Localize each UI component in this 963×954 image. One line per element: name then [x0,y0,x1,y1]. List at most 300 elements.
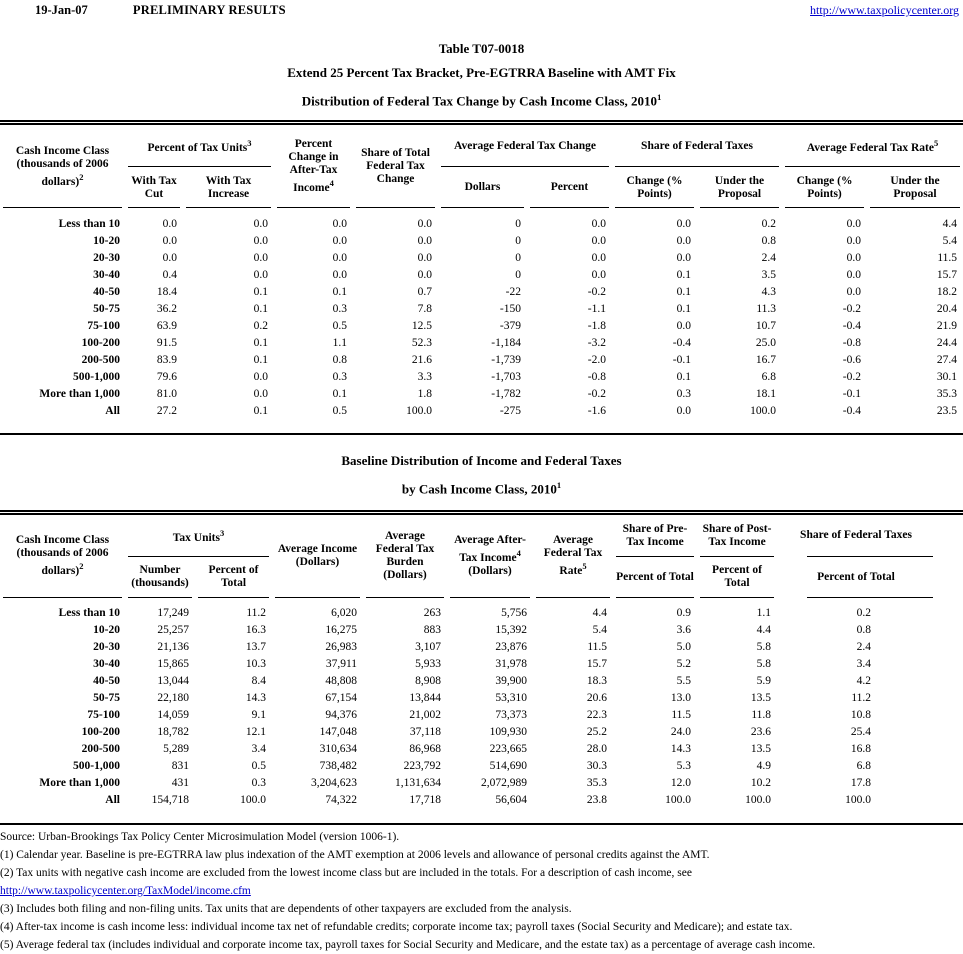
data-cell: 0.0 [162,217,177,230]
data-cell: 0 [515,251,521,264]
data-cell: 0.0 [417,217,432,230]
dollars-header: Dollars [438,167,527,208]
data-cell: 37,118 [409,726,442,739]
data-cell: 4.9 [756,760,772,773]
data-cell: 3.4 [856,658,872,671]
table-row [0,673,963,690]
data-cell: 0 [515,268,521,281]
table2-title: Baseline Distribution of Income and Federal Taxes [341,453,622,469]
footnote-2-link-line [0,882,963,900]
data-cell: 0.8 [761,234,777,247]
table-row [0,605,963,622]
data-cell: 0.3 [676,387,691,400]
table-row [0,215,963,232]
data-cell: -150 [499,302,521,315]
data-cell: 25,257 [157,624,189,637]
data-cell: 1.8 [417,387,432,400]
data-cell: 154,718 [151,794,189,807]
data-cell: 37,911 [325,658,358,671]
data-cell: 0.0 [676,319,691,332]
table-row [0,266,963,283]
data-cell: 13.7 [245,641,267,654]
data-cell: 21.6 [411,353,432,366]
data-cell: -0.4 [842,404,862,417]
data-cell: 3.6 [676,624,692,637]
data-cell: 16.3 [245,624,267,637]
data-cell: 0.1 [253,285,268,298]
row-label: More than 1,000 [39,777,120,790]
data-cell: 20.6 [586,692,608,705]
data-cell: 5.2 [676,658,692,671]
data-cell: 0.1 [676,302,691,315]
data-cell: 109,930 [489,726,528,739]
row-label: 200-500 [81,353,120,366]
data-cell: 5.8 [756,641,772,654]
data-cell: 11.2 [246,607,267,620]
data-cell: 0.3 [332,302,347,315]
data-cell: 11.2 [851,692,872,705]
data-cell: 35.3 [936,387,958,400]
avg-federal-tax-rate-group-header: Average Federal Tax Rate$^5$ [782,125,963,167]
data-cell: 11.5 [671,709,692,722]
average-federal-tax-burden-header: Average Federal Tax Burden (Dollars) [363,515,447,598]
row-label: Less than 10 [58,217,120,230]
data-cell: 0.1 [253,336,268,349]
data-cell: 0.3 [251,777,267,790]
average-federal-tax-rate-header: Average Federal Tax Rate$^5$ [533,515,613,598]
table2-subtitle: by Cash Income Class, 2010$^1$ [401,480,562,497]
data-cell: 53,310 [495,692,528,705]
data-cell: 8.4 [251,675,267,688]
data-cell: -1,184 [491,336,521,349]
data-cell: 223,665 [489,743,528,756]
data-cell: 10.8 [850,709,872,722]
data-cell: 0.1 [253,404,268,417]
data-cell: 67,154 [325,692,358,705]
tax-change-table-body [0,208,963,419]
data-cell: -2.0 [587,353,606,366]
footnote-3: (3) Includes both filing and non-filing units. Tax units that are dependents of other taxpayers are excluded from the analysis. [0,902,572,915]
baseline-table-wrap [0,510,963,825]
data-cell: 25.4 [850,726,872,739]
row-label: Less than 10 [58,607,120,620]
data-cell: 18.2 [936,285,958,298]
data-cell: 13,844 [409,692,442,705]
row-label: All [105,404,120,417]
data-cell: 63.9 [156,319,177,332]
data-cell: 0.0 [253,217,268,230]
baseline-distribution-table [0,515,963,809]
data-cell: 3,204,623 [311,777,358,790]
data-cell: 5,933 [415,658,442,671]
data-cell: 0.0 [417,268,432,281]
row-label: 30-40 [93,268,120,281]
row-label: 200-500 [81,743,120,756]
data-cell: -0.1 [672,353,691,366]
data-cell: 17,249 [157,607,189,620]
row-label: 30-40 [93,658,120,671]
table1-subtitle: Extend 25 Percent Tax Bracket, Pre-EGTRRA Baseline with AMT Fix [287,65,676,80]
share-post-tax-income-group-header: Share of Post-Tax Income [697,515,777,557]
data-cell: 1.1 [756,607,772,620]
percent-of-total-header: Percent of Total [195,557,272,598]
data-cell: 0.0 [591,234,606,247]
data-cell: 36.2 [156,302,177,315]
data-cell: 4.2 [856,675,872,688]
table-row [0,232,963,249]
footnote-ref-1: 1 [657,92,662,102]
data-cell: 0.1 [676,268,691,281]
data-cell: 0 [515,217,521,230]
data-cell: 8,908 [415,675,442,688]
data-cell: 13.5 [750,692,772,705]
data-cell: 0.0 [846,234,862,247]
data-cell: 24.4 [936,336,958,349]
data-cell: -0.2 [842,370,862,383]
avg-federal-tax-change-group-header: Average Federal Tax Change [438,125,612,167]
baseline-table-body [0,598,963,809]
table-row [0,656,963,673]
data-cell: 17.8 [850,777,872,790]
data-cell: 91.5 [156,336,177,349]
number-thousands-header: Number (thousands) [125,557,195,598]
column-header-cash-income-class: Cash Income Class (thousands of 2006 dollars)$^2$ [0,125,125,208]
data-cell: 100.0 [845,794,872,807]
data-cell: 81.0 [156,387,177,400]
data-cell: 79.6 [156,370,177,383]
row-label: 50-75 [93,692,120,705]
data-cell: 0.0 [676,251,691,264]
data-cell: 5.4 [592,624,608,637]
data-cell: 0.1 [253,353,268,366]
data-cell: 0.8 [856,624,872,637]
data-cell: 7.8 [417,302,432,315]
data-cell: 100.0 [406,404,432,417]
data-cell: 15.7 [936,268,958,281]
data-cell: 883 [423,624,442,637]
data-cell: 10.2 [750,777,772,790]
data-cell: 22,180 [157,692,189,705]
data-cell: 0.5 [251,760,267,773]
data-cell: 831 [171,760,189,773]
data-cell: 4.4 [942,217,958,230]
with-tax-cut-header: With Tax Cut [125,167,183,208]
data-cell: 30.3 [586,760,608,773]
data-cell: 6.8 [856,760,872,773]
data-cell: 431 [171,777,189,790]
data-cell: -0.2 [587,387,606,400]
data-cell: 0.0 [332,268,347,281]
data-cell: 0.3 [332,370,347,383]
data-cell: 1,131,634 [395,777,442,790]
data-cell: 27.2 [156,404,177,417]
data-cell: 738,482 [319,760,358,773]
table-row [0,690,963,707]
data-cell: 74,322 [325,794,358,807]
data-cell: 21,002 [409,709,442,722]
data-cell: 5.0 [676,641,692,654]
average-after-tax-income-header: Average After-Tax Income$^4$ (Dollars) [447,515,533,598]
data-cell: 14.3 [670,743,692,756]
report-date: 19-Jan-07 [35,3,88,17]
data-cell: -275 [499,404,521,417]
fed-taxes-percent-of-total-header: Percent of Total [777,557,963,598]
data-cell: 0.9 [676,607,692,620]
data-cell: 310,634 [319,743,358,756]
taxpolicycenter-link[interactable]: http://www.taxpolicycenter.org [810,3,959,17]
share-of-total-change-header: Share of Total Federal Tax Change [353,125,438,208]
table-row [0,351,963,368]
percent-header: Percent [527,167,612,208]
data-cell: 10.7 [755,319,777,332]
data-cell: 25.2 [586,726,608,739]
data-cell: 73,373 [495,709,528,722]
with-tax-increase-header: With Tax Increase [183,167,274,208]
rate-under-proposal-header: Under the Proposal [867,167,963,208]
data-cell: 5.8 [756,658,772,671]
data-cell: 5,756 [501,607,528,620]
table1-title-block [0,37,963,113]
data-cell: 0.0 [253,234,268,247]
footnote-5: (5) Average federal tax (includes individual and corporate income tax, payroll taxes for Social Security and Medicare, and the estate tax) as a percentage of average cash income. [0,938,816,951]
data-cell: -0.2 [842,302,862,315]
data-cell: 5.4 [942,234,958,247]
data-cell: 14.3 [245,692,267,705]
row-label: More than 1,000 [39,387,120,400]
data-cell: 5.9 [756,675,772,688]
data-cell: 12.5 [411,319,432,332]
data-cell: 0.0 [162,251,177,264]
data-cell: 3,107 [415,641,442,654]
data-cell: 21,136 [157,641,189,654]
footnote-ref-4: 4 [516,548,521,559]
data-cell: 5,289 [163,743,189,756]
data-cell: 28.0 [586,743,608,756]
data-cell: 0.2 [856,607,872,620]
row-label: 100-200 [81,336,120,349]
data-cell: 2,072,989 [481,777,528,790]
row-label: All [105,794,120,807]
data-cell: 23.8 [586,794,608,807]
data-cell: -3.2 [587,336,606,349]
table-row [0,792,963,809]
percent-change-after-tax-header: Percent Change in After-Tax Income$^4$ [274,125,353,208]
data-cell: 0.0 [846,217,862,230]
data-cell: -0.6 [842,353,862,366]
data-cell: 14,059 [157,709,189,722]
data-cell: 100.0 [240,794,267,807]
income-definition-link[interactable]: http://www.taxpolicycenter.org/TaxModel/income.cfm [0,884,251,897]
data-cell: -1.6 [587,404,606,417]
row-label: 20-30 [93,251,120,264]
data-cell: 0.5 [332,404,347,417]
data-cell: 100.0 [745,794,772,807]
rate-change-points-header: Change (% Points) [782,167,867,208]
data-cell: 13.0 [670,692,692,705]
data-cell: -1,703 [491,370,521,383]
data-cell: 2.4 [856,641,872,654]
table-row [0,402,963,419]
footnote-ref-4: 4 [329,178,334,189]
table-row [0,741,963,758]
data-cell: 16.8 [850,743,872,756]
data-cell: 11.8 [751,709,772,722]
data-cell: -0.1 [842,387,862,400]
data-cell: 13.5 [750,743,772,756]
data-cell: 52.3 [411,336,432,349]
data-cell: 100.0 [665,794,692,807]
preliminary-results-label: PRELIMINARY RESULTS [132,3,286,17]
percent-of-tax-units-group-header: Percent of Tax Units$^3$ [125,125,274,167]
data-cell: 2.4 [761,251,777,264]
data-cell: 9.1 [251,709,267,722]
data-cell: 0.0 [332,251,347,264]
table1-subtitle2: Distribution of Federal Tax Change by Cash Income Class, 2010$^1$ [301,92,662,109]
data-cell: 11.5 [937,251,958,264]
data-cell: 147,048 [319,726,358,739]
data-cell: -22 [505,285,521,298]
table-row [0,622,963,639]
data-cell: 16,275 [325,624,358,637]
data-cell: 5.3 [676,760,692,773]
data-cell: -1,739 [491,353,521,366]
footnote-ref-5: 5 [934,138,939,149]
data-cell: 0.4 [162,268,177,281]
data-cell: 83.9 [156,353,177,366]
data-cell: 23.6 [750,726,772,739]
data-cell: 48,808 [325,675,358,688]
data-cell: 35.3 [586,777,608,790]
table-row [0,283,963,300]
source-note: Source: Urban-Brookings Tax Policy Center Microsimulation Model (version 1006-1). [0,830,400,843]
data-cell: 0.0 [253,370,268,383]
data-cell: 0.5 [332,319,347,332]
data-cell: 15.7 [586,658,608,671]
page-top-bar [0,0,963,23]
table-row [0,639,963,656]
row-label: 75-100 [87,709,120,722]
row-label: 20-30 [93,641,120,654]
data-cell: 13,044 [157,675,189,688]
data-cell: 24.0 [670,726,692,739]
data-cell: 10.3 [245,658,267,671]
data-cell: -1,782 [491,387,521,400]
data-cell: 100.0 [750,404,777,417]
share-of-federal-taxes-group-header: Share of Federal Taxes [612,125,782,167]
row-label: 100-200 [81,726,120,739]
data-cell: 3.3 [417,370,432,383]
tax-change-table [0,125,963,419]
data-cell: 0.1 [676,370,691,383]
data-cell: 6,020 [331,607,358,620]
data-cell: 0.0 [162,234,177,247]
footnote-ref-3: 3 [247,138,252,149]
row-label: 500-1,000 [73,370,120,383]
row-label: 40-50 [93,675,120,688]
data-cell: -1.1 [587,302,606,315]
tax-change-table-wrap [0,120,963,435]
data-cell: 15,392 [495,624,528,637]
row-label: 50-75 [93,302,120,315]
data-cell: 0.0 [676,404,691,417]
row-label: 75-100 [87,319,120,332]
data-cell: 0 [515,234,521,247]
data-cell: 0.2 [253,319,268,332]
table-row [0,300,963,317]
data-cell: 12.0 [670,777,692,790]
average-income-header: Average Income (Dollars) [272,515,363,598]
data-cell: 3.5 [761,268,777,281]
table-row [0,707,963,724]
data-cell: 3.4 [251,743,267,756]
table2-title-block [0,449,963,501]
data-cell: 4.4 [756,624,772,637]
data-cell: 94,376 [325,709,358,722]
data-cell: 39,900 [495,675,528,688]
data-cell: 0.1 [676,285,691,298]
data-cell: 6.8 [761,370,777,383]
data-cell: 0.0 [253,387,268,400]
table-row [0,317,963,334]
footnote-ref-2: 2 [79,561,84,572]
data-cell: 18.1 [755,387,777,400]
footnote-2: (2) Tax units with negative cash income are excluded from the lowest income class but are included in the totals. For a description of cash income, see [0,866,692,879]
share-change-points-header: Change (% Points) [612,167,697,208]
table-row [0,758,963,775]
data-cell: 15,865 [157,658,189,671]
data-cell: 0.1 [253,302,268,315]
data-cell: -0.4 [672,336,691,349]
data-cell: 0.0 [676,217,691,230]
data-cell: 86,968 [409,743,442,756]
data-cell: 56,604 [495,794,528,807]
data-cell: 18,782 [157,726,189,739]
footnote-ref-1: 1 [556,480,562,491]
data-cell: -379 [499,319,521,332]
data-cell: 0.0 [846,285,862,298]
data-cell: 0.0 [846,251,862,264]
data-cell: 0.0 [332,234,347,247]
data-cell: 12.1 [245,726,267,739]
table-row [0,775,963,792]
row-label: 10-20 [93,234,120,247]
data-cell: 0.0 [591,217,606,230]
data-cell: -0.2 [587,285,606,298]
data-cell: 0.0 [846,268,862,281]
data-cell: -0.4 [842,319,862,332]
data-cell: 0.0 [417,234,432,247]
data-cell: 0.8 [332,353,347,366]
data-cell: 0.0 [591,268,606,281]
pre-tax-percent-of-total-header: Percent of Total [613,557,697,598]
data-cell: 16.7 [755,353,777,366]
data-cell: 21.9 [936,319,958,332]
data-cell: 0.1 [332,285,347,298]
row-label: 10-20 [93,624,120,637]
data-cell: 22.3 [586,709,608,722]
share-federal-taxes-group-header: Share of Federal Taxes [777,515,963,557]
data-cell: -1.8 [587,319,606,332]
table-row [0,385,963,402]
data-cell: -0.8 [587,370,606,383]
data-cell: 1.1 [332,336,347,349]
data-cell: 0.0 [332,217,347,230]
data-cell: 0.0 [417,251,432,264]
data-cell: 11.3 [756,302,777,315]
data-cell: 20.4 [936,302,958,315]
data-cell: 514,690 [489,760,528,773]
tax-units-group-header: Tax Units$^3$ [125,515,272,557]
